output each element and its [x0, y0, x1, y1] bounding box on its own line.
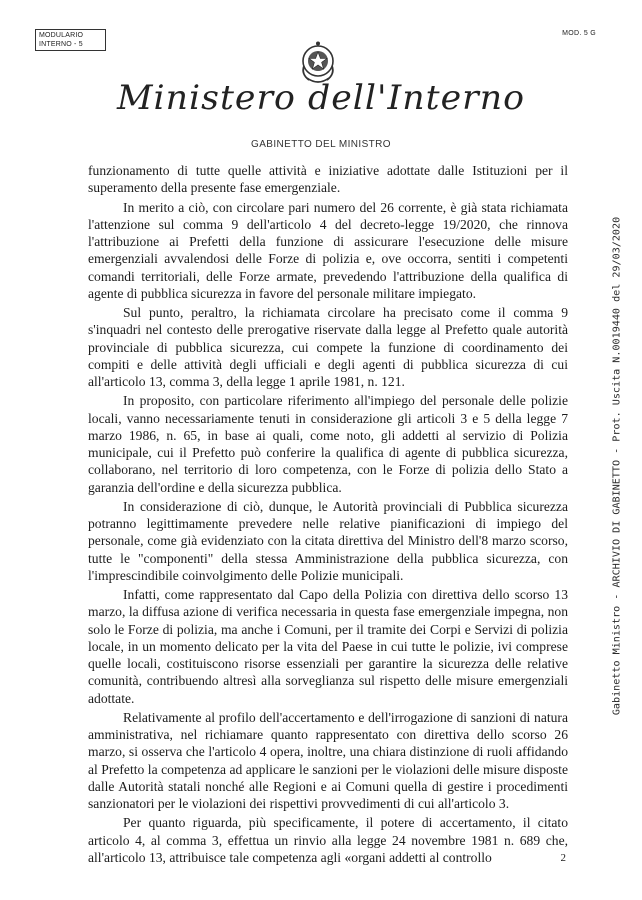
paragraph: Relativamente al profilo dell'accertamento e dell'irrogazione di sanzioni di natura amministrativa, nel richiamare quanto rappresentato con direttiva dello scorso 26 marzo, si osserva che l'articolo 4 opera, inoltre, una chiara distinzione di ruoli affidando al Prefetto la competenza ad applicare le sanzioni per le violazioni delle misure disposte dalle Autorità statali nonché alle Regioni e ai Comuni quella di gestire i procedimenti sanzionatori per le violazioni dei rispettivi provvedimenti di cui all'articolo 3. [88, 709, 568, 811]
mod-code: MOD. 5 G [562, 30, 596, 37]
paragraph: Sul punto, peraltro, la richiamata circolare ha precisato come il comma 9 s'inquadri nel contesto delle prerogative riservate dalla legge al Prefetto quale autorità provinciale di pubblica sicurezza, cui compete la funzione di coordinamento dei compiti e delle attività degli ufficiali e degli agenti di pubblica sicurezza di cui all'articolo 13, comma 3, della legge 1 aprile 1981, n. 121. [88, 305, 568, 389]
paragraph: Infatti, come rappresentato dal Capo della Polizia con direttiva dello scorso 13 marzo, la diffusa azione di verifica necessaria in questa fase emergenziale impegna, non solo le Forze di polizia, ma anche i Comuni, per il tramite dei Corpi e Servizi di polizia locale, in un momento delicato per la vita del Paese in cui tutte le polizie, ivi comprese quelle locali, costituiscono risorse essenziali per garantire la sicurezza delle relative comunità, contribuendo altresì alla sorveglianza sul rispetto delle misure emergenziali adottate. [88, 587, 568, 706]
protocol-stamp [607, 210, 627, 722]
modulario-label: MODULARIO [39, 32, 84, 39]
document-body [88, 162, 568, 868]
interno-label: INTERNO - 5 [39, 41, 83, 48]
page-number: 2 [560, 852, 566, 864]
cabinet-subtitle: GABINETTO DEL MINISTRO [251, 139, 391, 150]
protocol-stamp-text: Gabinetto Ministro - ARCHIVIO DI GABINETTO - Prot. Uscita N.0019440 del 29/03/2020 [611, 216, 623, 716]
paragraph: In considerazione di ciò, dunque, le Autorità provinciali di Pubblica sicurezza potranno legittimamente prevedere nelle relative pianificazioni di impiego del personale, come già evidenziato con la citata direttiva del Ministro dell'8 marzo scorso, tutte le "componenti" della stessa Amministrazione della pubblica sicurezza, con l'imprescindibile coinvolgimento delle Polizie municipali. [88, 498, 568, 583]
paragraph: In merito a ciò, con circolare pari numero del 26 corrente, è già stata richiamata l'attenzione sul comma 9 dell'articolo 4 del decreto-legge 19/2020, che rinnova l'attribuzione ai Prefetti della funzione di assicurare l'esecuzione delle misure emergenziali avvalendosi delle Forze di polizia e, ove occorra, sentiti i competenti comandi territoriali, delle Forze armate, prevedendo l'attribuzione della qualifica di agente di pubblica sicurezza in favore del personale militare impiegato. [88, 199, 568, 301]
paragraph: funzionamento di tutte quelle attività e iniziative adottate dalle Istituzioni per il superamento della presente fase emergenziale. [88, 163, 568, 196]
ministry-title: Ministero dell'Interno [117, 78, 525, 118]
modulario-box [35, 29, 106, 51]
paragraph: In proposito, con particolare riferimento all'impiego del personale delle polizie locali, vanno necessariamente tenuti in considerazione gli articoli 3 e 5 della legge 7 marzo 1986, n. 65, in base ai quali, come noto, gli addetti al servizio di Polizia municipale, cui il Prefetto può conferire la qualifica di agente di pubblica sicurezza, collaborano, nel territorio di loro competenza, con le Forze di polizia dello Stato a garanzia dell'ordine e della sicurezza pubblica. [88, 393, 568, 495]
paragraph: Per quanto riguarda, più specificamente, il potere di accertamento, il citato articolo 4, al comma 3, effettua un rinvio alla legge 24 novembre 1981 n. 689 che, all'articolo 13, attribuisce tale competenza agli «organi addetti al controllo [88, 815, 568, 865]
